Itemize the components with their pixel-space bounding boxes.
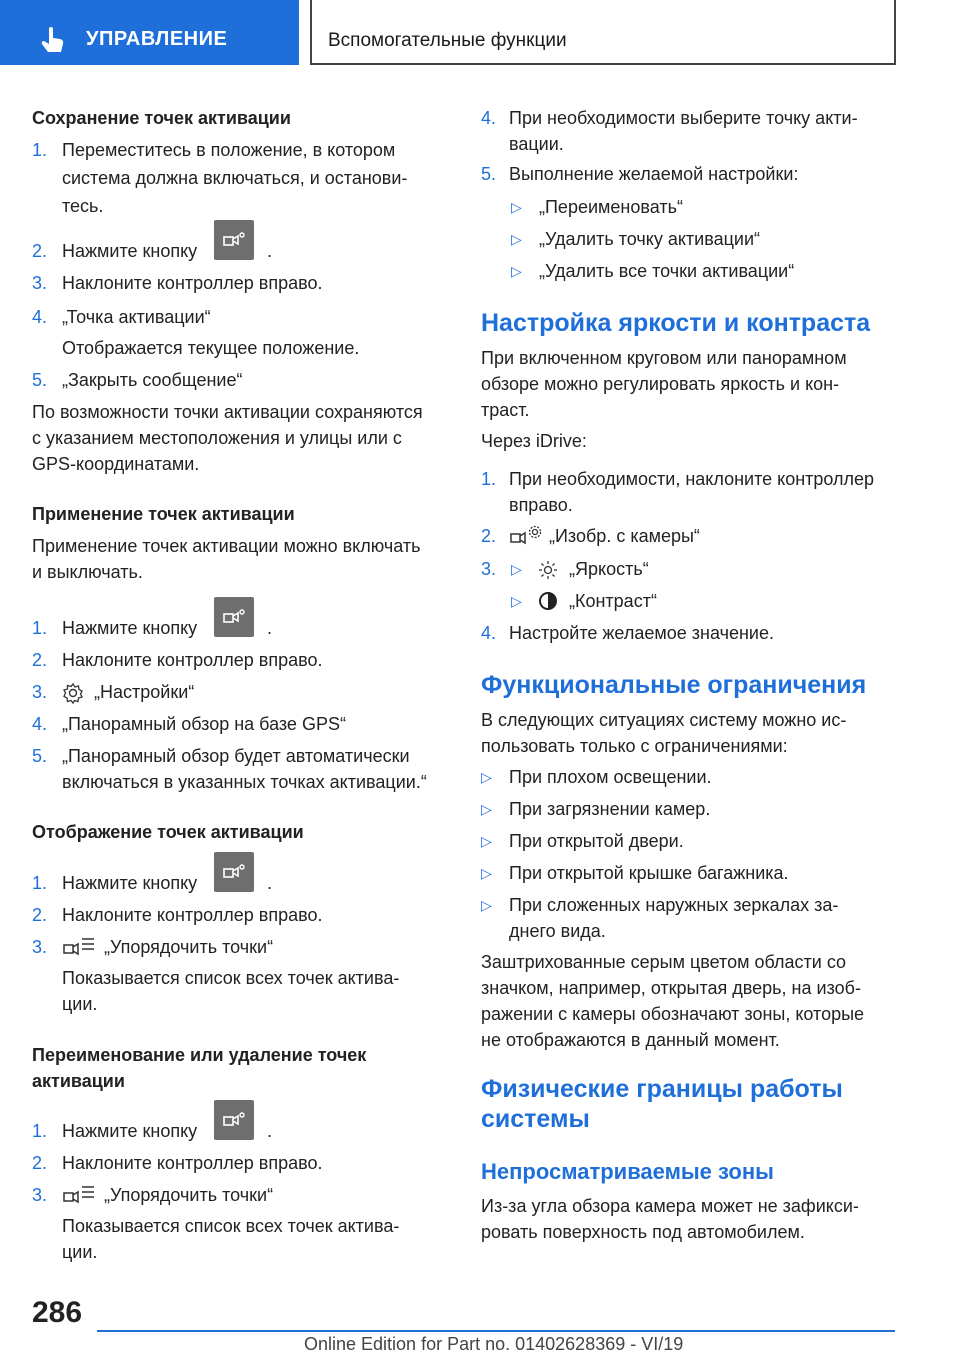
bullet-triangle-icon: ▷ (481, 897, 492, 913)
camera-points-icon (222, 608, 246, 626)
bullet-triangle-icon: ▷ (511, 593, 522, 609)
camera-list-icon (62, 1183, 96, 1207)
save-heading: Сохранение точек активации (32, 108, 291, 128)
page-number: 286 (32, 1296, 83, 1329)
blind-zones-heading: Непросматриваемые зоны (481, 1159, 774, 1184)
chapter-title: Вспомогательные функции (328, 30, 567, 51)
chapter-header (310, 0, 896, 65)
edition-text: Online Edition for Part no. 01402628369 - VI/19 (304, 1334, 684, 1354)
hand-pointer-icon (40, 26, 66, 54)
bullet-triangle-icon: ▷ (511, 263, 522, 279)
brightness-icon (538, 560, 558, 580)
camera-points-icon (222, 1111, 246, 1129)
camera-list-icon (62, 935, 96, 959)
bullet-triangle-icon: ▷ (481, 801, 492, 817)
bullet-triangle-icon: ▷ (481, 769, 492, 785)
section-tab[interactable] (0, 0, 299, 65)
contrast-icon (538, 591, 558, 611)
bullet-triangle-icon: ▷ (511, 561, 522, 577)
bullet-triangle-icon: ▷ (481, 833, 492, 849)
show-heading: Отображение точек активации (32, 822, 304, 842)
physical-heading: Физические границы работы (481, 1075, 843, 1103)
camera-points-icon (222, 863, 246, 881)
brightness-heading: Настройка яркости и контраста (481, 309, 871, 337)
camera-points-button[interactable] (214, 597, 254, 637)
camera-points-button[interactable] (214, 1100, 254, 1140)
camera-points-icon (222, 231, 246, 249)
bullet-triangle-icon: ▷ (511, 231, 522, 247)
section-tab-label: УПРАВЛЕНИЕ (86, 28, 228, 50)
limits-heading: Функциональные ограничения (481, 671, 867, 699)
camera-points-button[interactable] (214, 852, 254, 892)
camera-settings-icon (509, 524, 543, 548)
rename-heading: Переименование или удаление точек (32, 1045, 367, 1065)
bullet-triangle-icon: ▷ (511, 199, 522, 215)
bullet-triangle-icon: ▷ (481, 865, 492, 881)
gear-icon (62, 682, 84, 704)
camera-points-button[interactable] (214, 220, 254, 260)
footer-divider (97, 1330, 895, 1332)
apply-heading: Применение точек активации (32, 504, 295, 524)
